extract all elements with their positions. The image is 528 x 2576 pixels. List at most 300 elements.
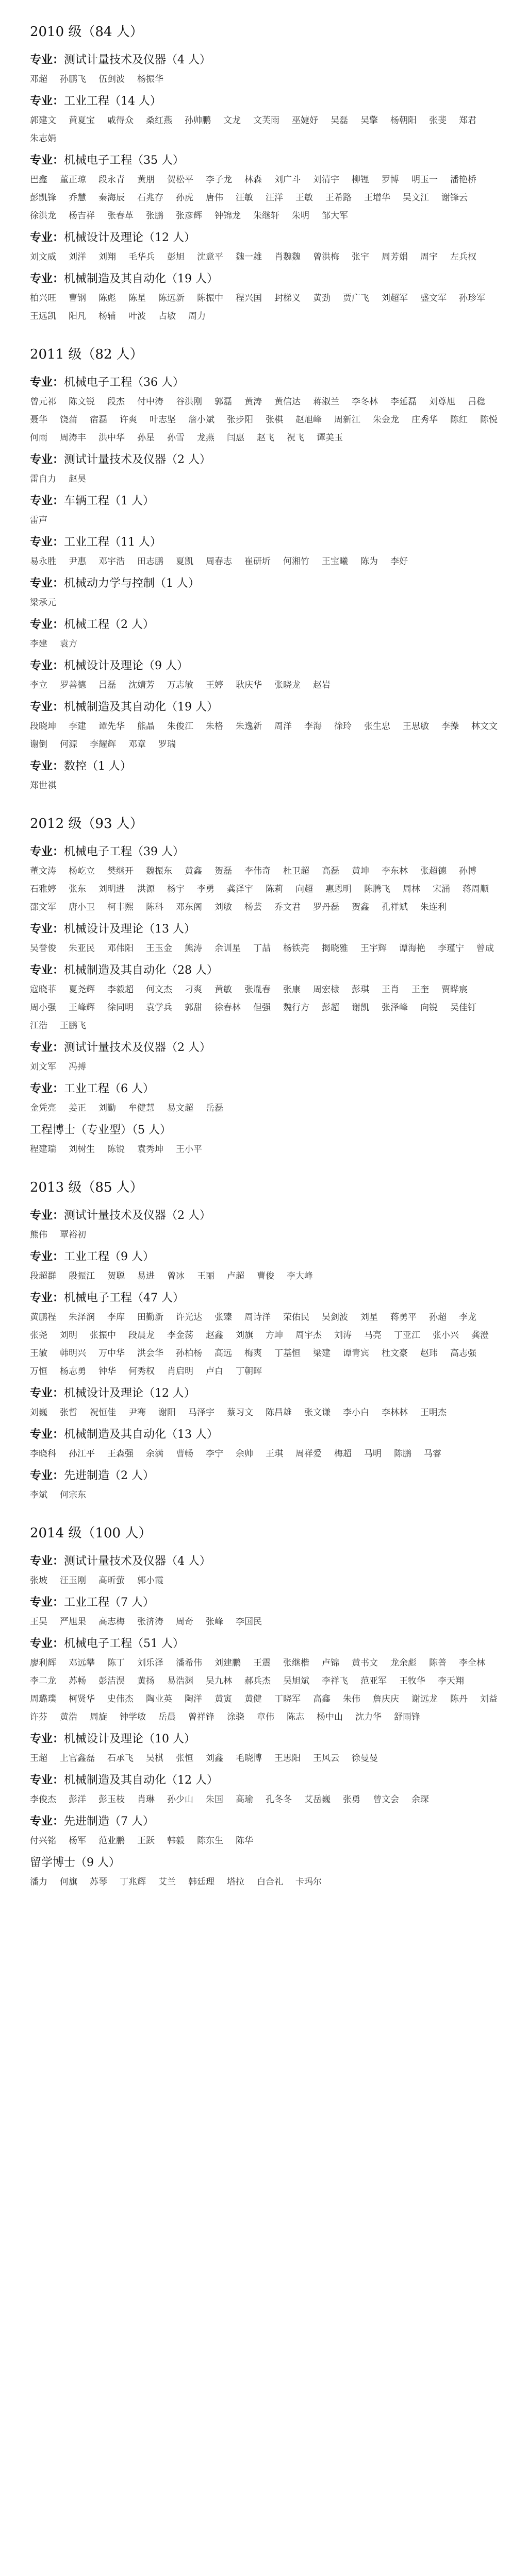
student-name: 李小白 <box>343 1408 369 1418</box>
student-name: 白合礼 <box>257 1877 283 1887</box>
student-name: 郑君 <box>459 115 476 126</box>
student-name: 张尧 <box>30 1330 47 1341</box>
student-name: 雷声 <box>30 515 47 526</box>
year-heading: 2012 级（93 人） <box>30 816 143 832</box>
student-name: 梁建 <box>313 1348 331 1359</box>
major-heading <box>30 960 498 981</box>
student-name: 向超 <box>295 884 313 894</box>
student-name: 荣佑民 <box>283 1312 309 1323</box>
student-name: 邓东阁 <box>176 902 202 912</box>
student-name: 马睿 <box>424 1449 441 1459</box>
student-name: 陈科 <box>146 902 163 912</box>
student-name: 盛文军 <box>420 293 447 303</box>
major-name: 机械制造及其自动化（19 人） <box>64 701 219 714</box>
student-name: 贺聪 <box>107 1271 125 1281</box>
student-list <box>30 862 498 917</box>
student-name: 赵玮 <box>420 1348 438 1359</box>
student-name: 伍剑波 <box>98 74 125 84</box>
student-name: 彭旭 <box>167 252 185 262</box>
major-heading <box>30 1770 498 1791</box>
student-name: 林文文 <box>471 721 498 732</box>
student-name: 赵旭峰 <box>295 415 322 425</box>
student-name: 孙柏杨 <box>176 1348 202 1359</box>
student-name: 陈丁 <box>107 1658 125 1668</box>
student-name: 周宏棣 <box>313 985 339 995</box>
student-name: 杨铁亮 <box>283 943 309 954</box>
student-name: 贾广飞 <box>343 293 369 303</box>
student-name: 刘树生 <box>69 1144 95 1155</box>
student-name: 刘尊旭 <box>429 397 455 407</box>
student-name: 邓超 <box>30 74 47 84</box>
major-heading <box>30 573 498 594</box>
student-name: 张胤春 <box>244 985 271 995</box>
student-name: 王思阳 <box>274 1753 301 1764</box>
major-name: 工程博士（专业型）（5 人） <box>30 1124 171 1137</box>
student-list <box>30 1099 498 1117</box>
student-name: 李瑾宁 <box>438 943 464 954</box>
student-name: 张臻 <box>214 1312 232 1323</box>
student-name: 王超 <box>30 1753 47 1764</box>
student-list <box>30 71 498 89</box>
student-name: 杨中山 <box>317 1712 343 1722</box>
student-name: 毛华兵 <box>128 252 155 262</box>
student-name: 马亮 <box>364 1330 382 1341</box>
student-name: 刘鑫 <box>206 1753 223 1764</box>
student-name: 张继楷 <box>283 1658 309 1668</box>
major-name: 测试计量技术及仪器（2 人） <box>64 1209 211 1222</box>
student-name: 饶蒲 <box>60 415 77 425</box>
student-name: 王肖 <box>382 985 399 995</box>
student-name: 王宇辉 <box>360 943 387 954</box>
student-name: 刘乐泽 <box>137 1658 163 1668</box>
student-name: 柯丰熙 <box>107 902 134 912</box>
student-list <box>30 248 498 266</box>
student-name: 黄健 <box>244 1694 262 1704</box>
student-name: 王鹏飞 <box>60 1021 86 1031</box>
student-name: 庄秀华 <box>411 415 438 425</box>
major-heading <box>30 1852 498 1873</box>
student-name: 刘旗 <box>236 1330 253 1341</box>
student-name: 曹钢 <box>69 293 86 303</box>
major-label: 专业： <box>30 1469 64 1482</box>
student-name: 罗瑞 <box>158 739 176 750</box>
student-name: 陈志 <box>287 1712 304 1722</box>
student-name: 马泽宇 <box>188 1408 214 1418</box>
student-name: 范业鹏 <box>98 1836 125 1846</box>
major-heading <box>30 1551 498 1572</box>
student-name: 周宇 <box>420 252 438 262</box>
student-name: 郭小霞 <box>137 1575 163 1586</box>
major-heading <box>30 268 498 290</box>
student-name: 付兴铭 <box>30 1836 56 1846</box>
student-name: 马明 <box>364 1449 382 1459</box>
student-name: 梅爽 <box>244 1348 262 1359</box>
student-name: 黄夏宝 <box>69 115 95 126</box>
student-name: 李耀辉 <box>90 739 116 750</box>
student-name: 钟锦龙 <box>214 211 241 221</box>
student-name: 李立 <box>30 680 47 690</box>
major-name: 机械设计及理论（12 人） <box>64 1387 196 1400</box>
student-name: 严旭果 <box>60 1617 86 1627</box>
student-name: 黄浩 <box>60 1712 77 1722</box>
student-name: 龙燕 <box>197 433 214 443</box>
student-name: 谭海艳 <box>399 943 425 954</box>
student-name: 王峰辉 <box>69 1003 95 1013</box>
student-name: 罗博 <box>382 175 399 185</box>
student-name: 高远 <box>214 1348 232 1359</box>
student-name: 何旗 <box>60 1877 77 1887</box>
student-name: 柳锂 <box>352 175 369 185</box>
major-heading <box>30 227 498 248</box>
major-heading <box>30 1205 498 1226</box>
student-name: 何文杰 <box>146 985 172 995</box>
student-name: 刘涛 <box>334 1330 352 1341</box>
student-name: 朱明 <box>292 211 309 221</box>
student-name: 徐洪龙 <box>30 211 56 221</box>
student-name: 何雨 <box>30 433 47 443</box>
student-name: 周林 <box>403 884 420 894</box>
major-name: 数控（1 人） <box>64 760 132 773</box>
student-name: 周涛丰 <box>60 433 86 443</box>
student-name: 李大峰 <box>287 1271 313 1281</box>
student-name: 丁兆辉 <box>120 1877 146 1887</box>
student-name: 赵鑫 <box>206 1330 223 1341</box>
student-name: 魏振东 <box>146 866 172 876</box>
student-name: 易文超 <box>167 1103 193 1113</box>
student-name: 汪敏 <box>236 193 253 203</box>
student-name: 王丽 <box>197 1271 214 1281</box>
student-name: 但强 <box>253 1003 271 1013</box>
student-name: 詹小斌 <box>188 415 214 425</box>
major-name: 机械设计及理论（10 人） <box>64 1733 196 1745</box>
student-name: 涂骁 <box>227 1712 244 1722</box>
student-name: 李俊杰 <box>30 1794 56 1805</box>
student-name: 刘超军 <box>382 293 408 303</box>
student-name: 吴磊 <box>331 115 348 126</box>
student-name: 李冬林 <box>352 397 378 407</box>
student-name: 刘建鹏 <box>214 1658 241 1668</box>
student-name: 郑世祺 <box>30 781 56 791</box>
student-name: 何源 <box>60 739 77 750</box>
student-name: 韩廷理 <box>188 1877 214 1887</box>
student-list <box>30 512 498 530</box>
student-name: 张坡 <box>30 1575 47 1586</box>
student-name: 惠恩明 <box>325 884 352 894</box>
student-name: 韩明兴 <box>60 1348 86 1359</box>
major-name: 机械设计及理论（12 人） <box>64 231 196 244</box>
major-heading <box>30 1633 498 1654</box>
student-name: 刘勤 <box>98 1103 116 1113</box>
major-heading <box>30 841 498 862</box>
student-name: 张济涛 <box>137 1617 163 1627</box>
year-section <box>30 811 498 1159</box>
student-name: 高昕萤 <box>98 1575 125 1586</box>
student-name: 杨军 <box>69 1836 86 1846</box>
major-name: 先进制造（7 人） <box>64 1815 155 1828</box>
student-name: 杜卫超 <box>283 866 309 876</box>
student-name: 刘文威 <box>30 252 56 262</box>
student-name: 张超德 <box>420 866 447 876</box>
major-label: 专业： <box>30 963 64 977</box>
student-name: 程兴国 <box>236 293 262 303</box>
student-name: 梅超 <box>334 1449 352 1459</box>
student-name: 余琛 <box>411 1794 429 1805</box>
student-name: 张振中 <box>90 1330 116 1341</box>
student-name: 万志敏 <box>167 680 193 690</box>
student-name: 邓宇浩 <box>98 556 125 567</box>
student-name: 蒋勇平 <box>390 1312 417 1323</box>
student-list <box>30 1267 498 1285</box>
student-name: 吴棋 <box>146 1753 163 1764</box>
student-name: 周洋 <box>274 721 292 732</box>
student-name: 董文涛 <box>30 866 56 876</box>
student-name: 陈莉 <box>266 884 283 894</box>
student-name: 卢超 <box>227 1271 244 1281</box>
student-name: 黄坤 <box>352 866 369 876</box>
student-name: 潘艳桥 <box>450 175 476 185</box>
student-name: 刘广斗 <box>274 175 301 185</box>
student-name: 程建瑞 <box>30 1144 56 1155</box>
student-list <box>30 112 498 148</box>
student-name: 苏琴 <box>90 1877 107 1887</box>
student-name: 柏兴旺 <box>30 293 56 303</box>
student-name: 赵岩 <box>313 680 331 690</box>
student-name: 黄敏 <box>214 985 232 995</box>
student-name: 卢锦 <box>322 1658 339 1668</box>
student-name: 刁爽 <box>185 985 202 995</box>
student-name: 石兆存 <box>137 193 163 203</box>
student-name: 孔祥斌 <box>382 902 408 912</box>
major-heading <box>30 91 498 112</box>
student-name: 段超群 <box>30 1271 56 1281</box>
student-name: 赵飞 <box>257 433 274 443</box>
student-name: 崔研圻 <box>244 556 271 567</box>
student-name: 罗丹磊 <box>313 902 339 912</box>
student-name: 贺磊 <box>214 866 232 876</box>
student-name: 许爽 <box>120 415 137 425</box>
student-name: 张东 <box>69 884 86 894</box>
major-name: 机械动力学与控制（1 人） <box>64 577 200 590</box>
student-list <box>30 1226 498 1244</box>
student-name: 王小平 <box>176 1144 202 1155</box>
student-name: 陈文锐 <box>69 397 95 407</box>
student-name: 周芳娟 <box>382 252 408 262</box>
major-heading <box>30 1424 498 1445</box>
student-name: 许芬 <box>30 1712 47 1722</box>
student-name: 汪洋 <box>266 193 283 203</box>
student-list <box>30 1873 498 1891</box>
student-name: 蔡习文 <box>227 1408 253 1418</box>
major-heading <box>30 449 498 470</box>
student-name: 熊伟 <box>30 1230 47 1240</box>
student-name: 孙珍军 <box>459 293 485 303</box>
student-name: 李天翔 <box>438 1676 464 1686</box>
student-name: 杨吉祥 <box>69 211 95 221</box>
student-name: 王婷 <box>206 680 223 690</box>
student-name: 朱连利 <box>420 902 447 912</box>
major-label: 专业： <box>30 53 64 66</box>
major-label: 专业： <box>30 453 64 466</box>
student-list <box>30 1445 498 1463</box>
student-name: 李国民 <box>236 1617 262 1627</box>
student-name: 陈昌雄 <box>266 1408 292 1418</box>
student-name: 徐春林 <box>214 1003 241 1013</box>
student-name: 洪中华 <box>98 433 125 443</box>
student-name: 黄鹏程 <box>30 1312 56 1323</box>
student-name: 朱俊江 <box>167 721 193 732</box>
student-name: 陈鹏 <box>394 1449 411 1459</box>
student-name: 王希路 <box>325 193 352 203</box>
student-name: 高瑜 <box>236 1794 253 1805</box>
student-name: 杨志勇 <box>60 1366 86 1377</box>
student-name: 蒋周顺 <box>463 884 489 894</box>
student-name: 钟华 <box>98 1366 116 1377</box>
student-name: 戚得众 <box>107 115 134 126</box>
student-name: 封梯义 <box>274 293 301 303</box>
student-name: 段晓坤 <box>30 721 56 732</box>
student-name: 祝飞 <box>287 433 304 443</box>
student-name: 陈锐 <box>107 1144 125 1155</box>
student-name: 黄朋 <box>137 175 155 185</box>
student-name: 李勇 <box>197 884 214 894</box>
student-name: 彭琪 <box>352 985 369 995</box>
student-name: 谭青宾 <box>343 1348 369 1359</box>
student-name: 郭磊 <box>214 397 232 407</box>
student-name: 聂华 <box>30 415 47 425</box>
student-name: 徐同明 <box>107 1003 134 1013</box>
student-name: 陈彪 <box>98 293 116 303</box>
student-name: 刘星 <box>360 1312 378 1323</box>
student-name: 孙虎 <box>176 193 193 203</box>
student-name: 殷振江 <box>69 1271 95 1281</box>
student-list <box>30 981 498 1035</box>
year-heading: 2014 级（100 人） <box>30 1526 152 1541</box>
student-name: 巫婕妤 <box>292 115 318 126</box>
student-name: 易浩渊 <box>167 1676 193 1686</box>
major-name: 机械电子工程（51 人） <box>64 1637 185 1650</box>
student-name: 钟学敏 <box>120 1712 146 1722</box>
major-label: 专业： <box>30 231 64 244</box>
student-name: 许光达 <box>176 1312 202 1323</box>
student-name: 黄劲 <box>313 293 331 303</box>
student-name: 丁朝晖 <box>236 1366 262 1377</box>
student-name: 朱继轩 <box>253 211 279 221</box>
student-name: 王森强 <box>107 1449 134 1459</box>
student-name: 乔慧 <box>69 193 86 203</box>
major-label: 专业： <box>30 1732 64 1745</box>
student-name: 张康 <box>283 985 301 995</box>
student-name: 李金荡 <box>167 1330 193 1341</box>
student-name: 邓章 <box>128 739 146 750</box>
student-name: 吴擎 <box>360 115 378 126</box>
student-name: 朱泽润 <box>69 1312 95 1323</box>
student-name: 李林林 <box>382 1408 408 1418</box>
student-name: 何湘竹 <box>283 556 309 567</box>
student-name: 曾洪梅 <box>313 252 339 262</box>
student-list <box>30 1791 498 1809</box>
student-name: 王风云 <box>313 1753 339 1764</box>
student-name: 杨宇 <box>167 884 185 894</box>
major-name: 工业工程（11 人） <box>64 536 162 549</box>
student-name: 周旋 <box>90 1712 107 1722</box>
student-name: 尹惠 <box>69 556 86 567</box>
student-name: 余帅 <box>236 1449 253 1459</box>
student-name: 吴文江 <box>403 193 429 203</box>
student-name: 余满 <box>146 1449 163 1459</box>
major-heading <box>30 697 498 718</box>
student-name: 岳磊 <box>206 1103 223 1113</box>
student-name: 徐曼曼 <box>352 1753 378 1764</box>
student-name: 刘文军 <box>30 1062 56 1072</box>
major-label: 专业： <box>30 1554 64 1568</box>
student-name: 孙雪 <box>167 433 185 443</box>
student-name: 张斐 <box>429 115 447 126</box>
student-name: 阳凡 <box>69 311 86 321</box>
student-name: 谢阳 <box>158 1408 176 1418</box>
student-name: 杨辅 <box>98 311 116 321</box>
student-name: 王昊 <box>30 1617 47 1627</box>
major-name: 工业工程（6 人） <box>64 1082 155 1095</box>
student-name: 廖利辉 <box>30 1658 56 1668</box>
student-name: 覃裕初 <box>60 1230 86 1240</box>
year-section <box>30 342 498 795</box>
student-name: 王跃 <box>137 1836 155 1846</box>
student-name: 沈力华 <box>355 1712 382 1722</box>
student-name: 石承飞 <box>107 1753 134 1764</box>
student-name: 张峰 <box>206 1617 223 1627</box>
student-name: 王增华 <box>364 193 390 203</box>
student-name: 张鹏 <box>146 211 163 221</box>
student-list <box>30 1832 498 1850</box>
student-name: 刘清宇 <box>313 175 339 185</box>
student-name: 龚泽宇 <box>227 884 253 894</box>
major-label: 专业： <box>30 922 64 936</box>
major-label: 专业： <box>30 1596 64 1609</box>
student-name: 王震 <box>253 1658 271 1668</box>
student-name: 桑红燕 <box>146 115 172 126</box>
student-name: 毛晓博 <box>236 1753 262 1764</box>
student-name: 祝恒佳 <box>90 1408 116 1418</box>
student-name: 石雅婷 <box>30 884 56 894</box>
student-list <box>30 1654 498 1726</box>
year-heading: 2011 级（82 人） <box>30 347 143 362</box>
student-name: 孙鹏飞 <box>60 74 86 84</box>
student-name: 陈振中 <box>197 293 223 303</box>
major-heading <box>30 49 498 71</box>
student-name: 乔文君 <box>274 902 301 912</box>
student-list <box>30 290 498 326</box>
student-list <box>30 1404 498 1422</box>
major-name: 机械工程（2 人） <box>64 618 155 631</box>
student-name: 杨振华 <box>137 74 163 84</box>
major-name: 测试计量技术及仪器（4 人） <box>64 1555 211 1568</box>
student-name: 黄扬 <box>137 1676 155 1686</box>
student-name: 丁晓军 <box>274 1694 301 1704</box>
major-name: 机械制造及其自动化（19 人） <box>64 273 219 285</box>
student-name: 潘希伟 <box>176 1658 202 1668</box>
student-name: 宿磊 <box>90 415 107 425</box>
major-heading <box>30 1037 498 1058</box>
student-list <box>30 1309 498 1381</box>
student-name: 周宇杰 <box>295 1330 322 1341</box>
student-name: 宋涌 <box>433 884 450 894</box>
student-name: 杨芸 <box>244 902 262 912</box>
major-label: 专业： <box>30 1291 64 1304</box>
student-name: 谢凯 <box>352 1003 369 1013</box>
student-name: 贺松平 <box>167 175 193 185</box>
student-name: 万恒 <box>30 1366 47 1377</box>
student-list <box>30 1750 498 1768</box>
